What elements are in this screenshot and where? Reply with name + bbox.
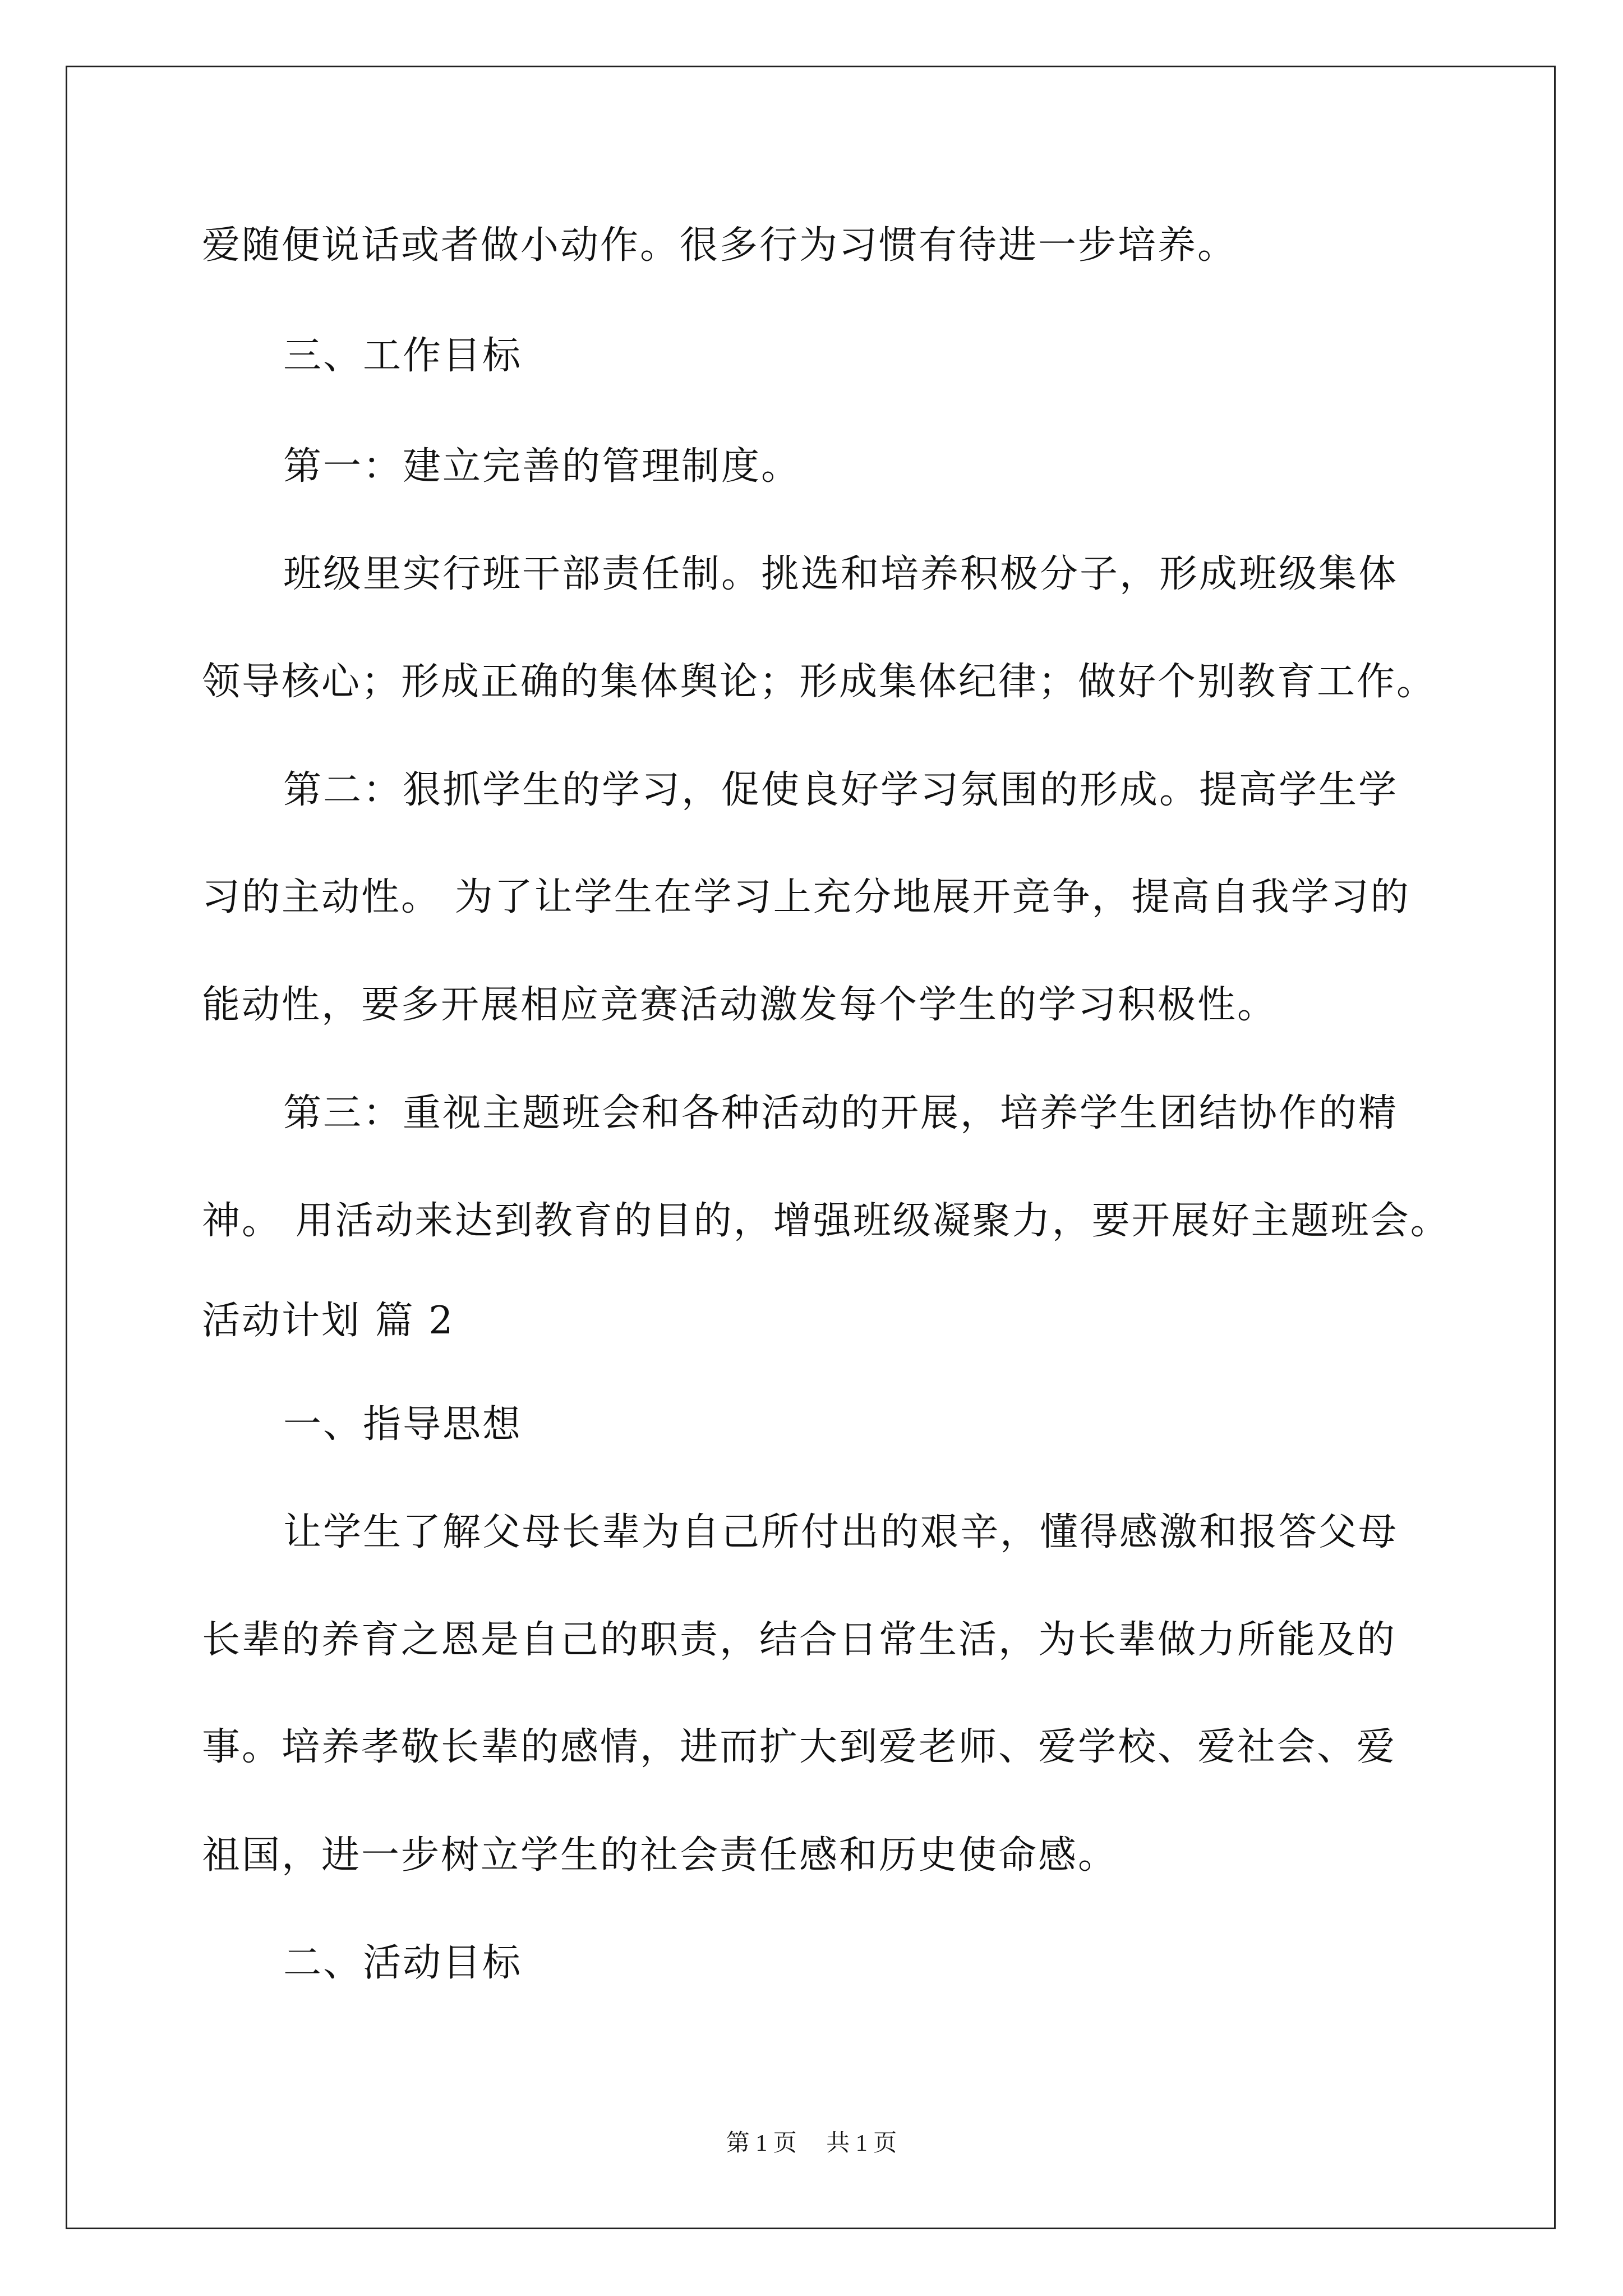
section-heading: 二、活动目标 xyxy=(283,1941,523,1985)
paragraph-line: 第一：建立完善的管理制度。 xyxy=(283,444,801,489)
paragraph-line: 长辈的养育之恩是自己的职责，结合日常生活，为长辈做力所能及的 xyxy=(202,1618,1397,1662)
paragraph-line: 领导核心；形成正确的集体舆论；形成集体纪律；做好个别教育工作。 xyxy=(202,660,1437,704)
paragraph-line: 事。培养孝敬长辈的感情，进而扩大到爱老师、爱学校、爱社会、爱 xyxy=(202,1725,1397,1769)
page-border xyxy=(66,66,1556,2229)
section-heading: 一、指导思想 xyxy=(283,1402,523,1447)
paragraph-line: 第三：重视主题班会和各种活动的开展，培养学生团结协作的精 xyxy=(283,1091,1399,1135)
paragraph-line: 神。 用活动来达到教育的目的，增强班级凝聚力，要开展好主题班会。 xyxy=(202,1199,1450,1243)
paragraph-line: 祖国，进一步树立学生的社会责任感和历史使命感。 xyxy=(202,1833,1118,1878)
paragraph-line: 习的主动性。 为了让学生在学习上充分地展开竞争，提高自我学习的 xyxy=(202,875,1410,919)
paragraph-line: 第二：狠抓学生的学习，促使良好学习氛围的形成。提高学生学 xyxy=(283,768,1399,812)
paragraph-line: 班级里实行班干部责任制。挑选和培养积极分子，形成班级集体 xyxy=(283,552,1399,596)
paragraph-line: 让学生了解父母长辈为自己所付出的艰辛，懂得感激和报答父母 xyxy=(283,1510,1399,1554)
paragraph-line: 能动性，要多开展相应竞赛活动激发每个学生的学习积极性。 xyxy=(202,983,1278,1027)
page-number: 第 1 页 共 1 页 xyxy=(726,2131,897,2156)
section-heading: 活动计划 篇 2 xyxy=(202,1299,455,1343)
paragraph-line: 爱随便说话或者做小动作。很多行为习惯有待进一步培养。 xyxy=(202,223,1238,268)
section-heading: 三、工作目标 xyxy=(283,334,523,378)
